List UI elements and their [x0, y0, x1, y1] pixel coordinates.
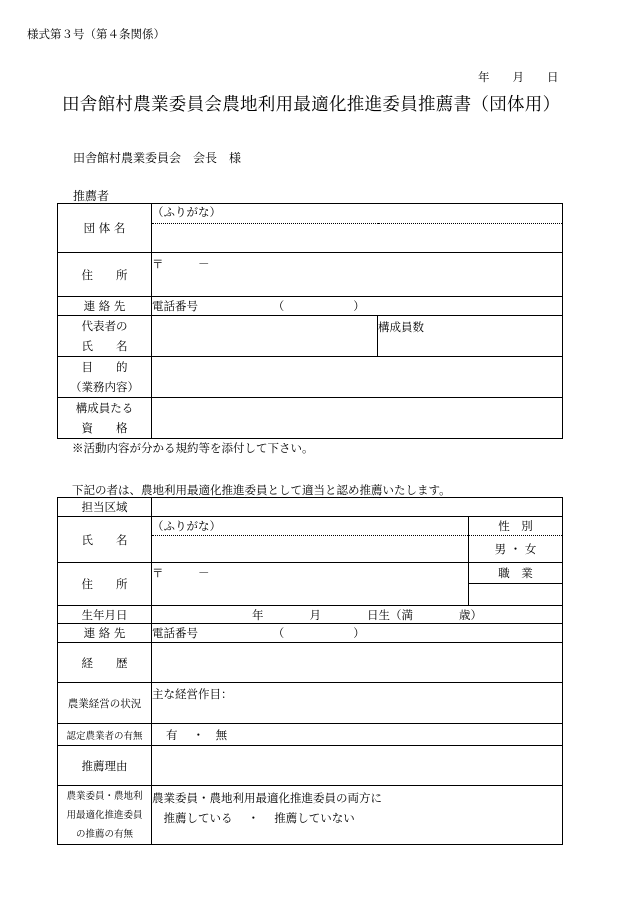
addressee: 田舎館村農業委員会 会長 様	[73, 151, 242, 165]
form-id: 様式第３号（第４条関係）	[27, 27, 165, 41]
career-label: 経 歴	[58, 643, 152, 683]
birth-field[interactable]: 年 月 日生（満 歳）	[152, 606, 563, 624]
group-phone-field[interactable]: 電話番号 （ ）	[152, 297, 563, 316]
farm-field[interactable]: 主な経営作目：	[152, 683, 563, 724]
certified-label: 認定農業者の有無	[58, 724, 152, 746]
group-name-field[interactable]	[152, 224, 563, 253]
group-qual-label: 構成員たる 資 格	[58, 398, 152, 439]
dual-choice[interactable]: 農業委員・農地利用最適化推進委員の両方に 推薦している ・ 推薦していない	[152, 786, 563, 845]
attachment-note: ※活動内容が分かる規約等を添付して下さい。	[72, 441, 314, 455]
group-purpose-label: 目 的 （業務内容）	[58, 357, 152, 398]
cand-name-field[interactable]	[152, 536, 469, 563]
sex-label: 性 別	[469, 517, 563, 536]
group-address-label: 住 所	[58, 253, 152, 297]
career-field[interactable]	[152, 643, 563, 683]
reason-label: 推薦理由	[58, 746, 152, 786]
candidate-table	[57, 497, 563, 845]
group-purpose-field[interactable]	[152, 357, 563, 398]
group-address-field[interactable]: 〒 －	[152, 253, 563, 297]
area-field[interactable]	[152, 498, 563, 517]
sex-choice[interactable]: 男 ・ 女	[469, 536, 563, 563]
page-title: 田舎館村農業委員会農地利用最適化推進委員推薦書（団体用）	[62, 95, 561, 115]
cand-furigana: （ふりがな）	[152, 517, 469, 536]
group-qual-field[interactable]	[152, 398, 563, 439]
group-rep-name-field[interactable]	[152, 316, 378, 357]
group-name-label: 団 体 名	[58, 204, 152, 253]
cand-phone-field[interactable]: 電話番号 （ ）	[152, 624, 563, 643]
certified-choice[interactable]: 有 ・ 無	[152, 724, 563, 746]
cand-contact-label: 連 絡 先	[58, 624, 152, 643]
birth-label: 生年月日	[58, 606, 152, 624]
cand-name-label: 氏 名	[58, 517, 152, 563]
group-contact-label: 連 絡 先	[58, 297, 152, 316]
intro-text: 下記の者は、農地利用最適化推進委員として適当と認め推薦いたします。	[72, 483, 451, 497]
group-table	[57, 203, 563, 439]
job-field[interactable]	[469, 584, 563, 606]
group-rep-label: 代表者の 氏 名	[58, 316, 152, 357]
reason-field[interactable]	[152, 746, 563, 786]
area-label: 担当区域	[58, 498, 152, 517]
cand-address-label: 住 所	[58, 563, 152, 606]
cand-address-field[interactable]: 〒 －	[152, 563, 469, 606]
farm-label: 農業経営の状況	[58, 683, 152, 724]
group-members-field[interactable]: 構成員数	[378, 316, 563, 357]
group-furigana: （ふりがな）	[152, 204, 563, 224]
dual-label: 農業委員・農地利 用最適化推進委員 の推薦の有無	[58, 786, 152, 845]
recommender-label: 推薦者	[73, 189, 110, 203]
job-label: 職 業	[469, 563, 563, 584]
date-line: 年 月 日	[478, 70, 559, 84]
